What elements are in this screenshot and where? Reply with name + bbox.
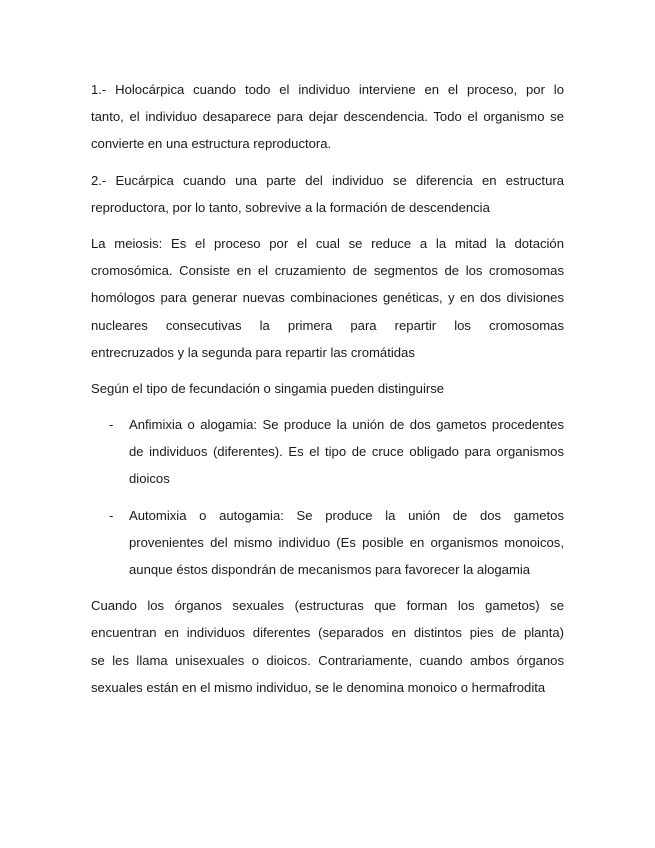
paragraph-fecundacion xyxy=(91,375,564,402)
bullet-marker: - xyxy=(109,507,114,523)
text-line: provenientes del mismo individuo (Es posible en organismos monoicos, xyxy=(129,534,564,550)
text-line: Automixia o autogamia: Se produce la unión de dos gametos xyxy=(129,507,564,523)
text-line: Según el tipo de fecundación o singamia pueden distinguirse xyxy=(91,380,445,396)
paragraph-holocarpica xyxy=(91,76,564,158)
text-line: reproductora, por lo tanto, sobrevive a la formación de descendencia xyxy=(91,199,490,215)
text-line: se les llama unisexuales o dioicos. Contrariamente, cuando ambos órganos xyxy=(91,652,564,668)
text-line: 1.- Holocárpica cuando todo el individuo interviene en el proceso, por lo xyxy=(91,82,564,97)
list-item-automixia xyxy=(91,502,564,584)
document-body xyxy=(91,76,564,710)
bullet-list xyxy=(91,411,564,583)
text-line: de individuos (diferentes). Es el tipo de cruce obligado para organismos xyxy=(129,444,564,460)
text-line: Anfimixia o alogamia: Se produce la unión de dos gametos procedentes xyxy=(129,417,564,433)
text-line: 2.- Eucárpica cuando una parte del individuo se diferencia en estructura xyxy=(91,172,564,188)
list-item-anfimixia xyxy=(91,411,564,493)
text-line: Cuando los órganos sexuales (estructuras que forman los gametos) se xyxy=(91,598,564,614)
bullet-marker: - xyxy=(109,417,114,433)
text-line: dioicos xyxy=(129,471,170,487)
text-line: sexuales están en el mismo individuo, se le denomina monoico o hermafrodita xyxy=(91,679,546,695)
paragraph-meiosis xyxy=(91,230,564,366)
text-line: convierte en una estructura reproductora. xyxy=(91,136,332,152)
text-line: encuentran en individuos diferentes (separados en distintos pies de planta) xyxy=(91,625,564,641)
text-line: La meiosis: Es el proceso por el cual se reduce a la mitad la dotación xyxy=(91,235,564,251)
text-line: cromosómica. Consiste en el cruzamiento de segmentos de los cromosomas xyxy=(91,263,564,279)
text-line: entrecruzados y la segunda para repartir las cromátidas xyxy=(91,344,415,360)
paragraph-organos-sexuales xyxy=(91,592,564,701)
paragraph-eucarpica xyxy=(91,167,564,221)
text-line: tanto, el individuo desaparece para dejar descendencia. Todo el organismo se xyxy=(91,109,564,125)
text-line: aunque éstos dispondrán de mecanismos para favorecer la alogamia xyxy=(129,562,531,577)
text-line: homólogos para generar nuevas combinaciones genéticas, y en dos divisiones xyxy=(91,290,564,306)
text-line: nucleares consecutivas la primera para repartir los cromosomas xyxy=(91,317,564,333)
